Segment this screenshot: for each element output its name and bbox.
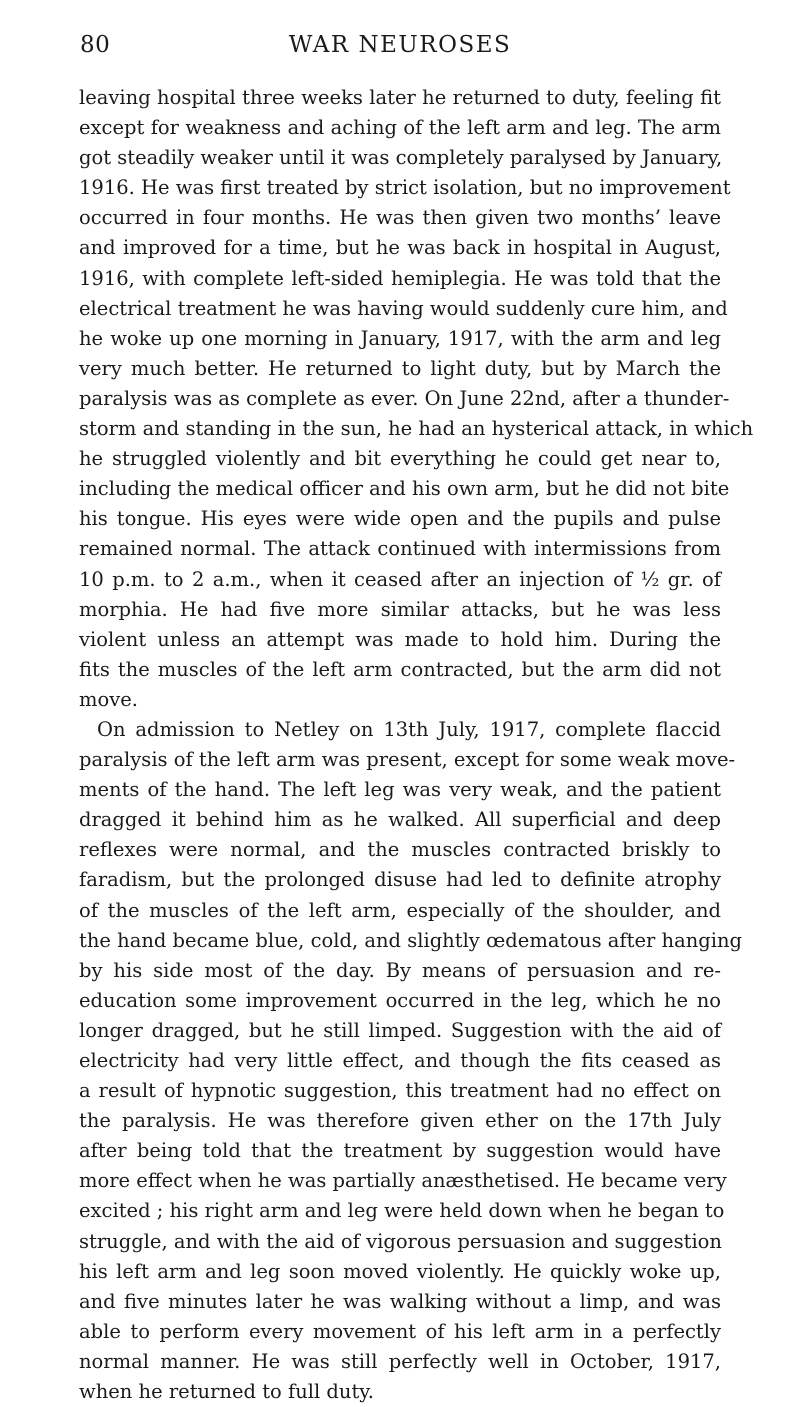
text-line: got steadily weaker until it was completely paralysed by January, bbox=[79, 146, 723, 170]
text-line: education some improvement occurred in the leg, which he no bbox=[79, 988, 721, 1012]
text-line: after being told that the treatment by suggestion would have bbox=[79, 1139, 721, 1163]
page-header bbox=[80, 32, 720, 72]
text-line: ments of the hand. The left leg was very weak, and the patient bbox=[79, 778, 721, 802]
text-line: including the medical officer and his own arm, but he did not bite bbox=[79, 477, 730, 501]
text-line: morphia. He had five more similar attacks, but he was less bbox=[79, 597, 721, 621]
text-line: struggle, and with the aid of vigorous persuasion and suggestion bbox=[79, 1229, 722, 1253]
text-line: 1916, with complete left-sided hemiplegia. He was told that the bbox=[79, 266, 721, 290]
text-line: excited ; his right arm and leg were held down when he began to bbox=[79, 1199, 725, 1223]
text-line: his left arm and leg soon moved violently. He quickly woke up, bbox=[79, 1259, 721, 1283]
text-line: he struggled violently and bit everything he could get near to, bbox=[79, 447, 721, 471]
text-line: reflexes were normal, and the muscles contracted briskly to bbox=[79, 838, 721, 862]
text-line: the paralysis. He was therefore given ether on the 17th July bbox=[79, 1109, 721, 1133]
text-line: 1916. He was first treated by strict isolation, but no improvement bbox=[79, 176, 731, 200]
text-line: electrical treatment he was having would suddenly cure him, and bbox=[79, 296, 728, 320]
text-line: 10 p.m. to 2 a.m., when it ceased after an injection of ½ gr. of bbox=[79, 567, 721, 591]
text-line: remained normal. The attack continued with intermissions from bbox=[79, 537, 721, 561]
text-line: fits the muscles of the left arm contracted, but the arm did not bbox=[79, 657, 721, 681]
text-line: by his side most of the day. By means of persuasion and re- bbox=[79, 958, 721, 982]
text-line: more effect when he was partially anæsthetised. He became very bbox=[79, 1169, 727, 1193]
text-line: his tongue. His eyes were wide open and the pupils and pulse bbox=[79, 507, 721, 531]
text-line: faradism, but the prolonged disuse had led to definite atrophy bbox=[79, 868, 721, 892]
running-title: WAR NEUROSES bbox=[288, 32, 512, 58]
text-line: dragged it behind him as he walked. All superficial and deep bbox=[79, 808, 721, 832]
text-line: violent unless an attempt was made to hold him. During the bbox=[79, 627, 721, 651]
text-line: a result of hypnotic suggestion, this treatment had no effect on bbox=[79, 1079, 721, 1103]
text-line: longer dragged, but he still limped. Suggestion with the aid of bbox=[79, 1018, 721, 1042]
text-line: On admission to Netley on 13th July, 1917, complete flaccid bbox=[97, 717, 721, 741]
text-line: the hand became blue, cold, and slightly œdematous after hanging bbox=[79, 928, 743, 952]
text-line: leaving hospital three weeks later he returned to duty, feeling fit bbox=[79, 86, 721, 109]
text-line: paralysis of the left arm was present, except for some weak move- bbox=[79, 748, 736, 772]
text-line: and improved for a time, but he was back in hospital in August, bbox=[79, 236, 721, 260]
text-line: when he returned to full duty. bbox=[79, 1380, 374, 1404]
text-line: very much better. He returned to light duty, but by March the bbox=[79, 356, 721, 380]
text-line: normal manner. He was still perfectly well in October, 1917, bbox=[79, 1349, 721, 1373]
body-text bbox=[79, 83, 754, 1407]
text-line: electricity had very little effect, and though the fits ceased as bbox=[79, 1049, 721, 1072]
text-line: paralysis was as complete as ever. On June 22nd, after a thunder- bbox=[79, 386, 730, 410]
text-line: of the muscles of the left arm, especially of the shoulder, and bbox=[79, 898, 721, 922]
page-number: 80 bbox=[80, 32, 111, 58]
text-line: he woke up one morning in January, 1917, with the arm and leg bbox=[79, 326, 721, 350]
text-line: able to perform every movement of his left arm in a perfectly bbox=[79, 1319, 721, 1343]
text-line: move. bbox=[79, 687, 138, 711]
text-line: except for weakness and aching of the left arm and leg. The arm bbox=[79, 116, 721, 140]
text-line: storm and standing in the sun, he had an hysterical attack, in which bbox=[79, 417, 754, 441]
text-line: occurred in four months. He was then given two months’ leave bbox=[79, 206, 721, 230]
text-line: and five minutes later he was walking without a limp, and was bbox=[79, 1289, 721, 1313]
